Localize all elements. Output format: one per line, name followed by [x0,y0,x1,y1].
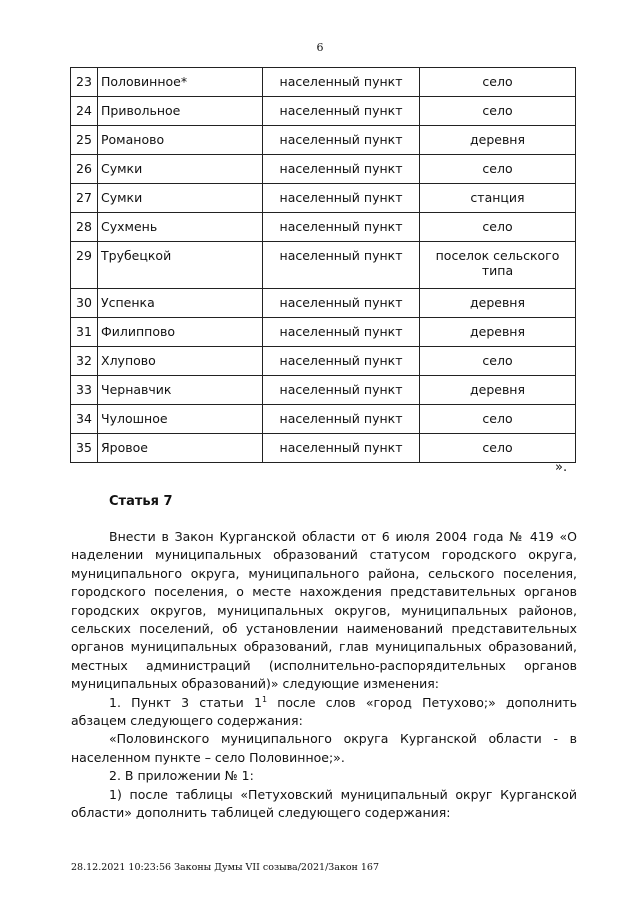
table-row [71,318,576,347]
settlement-kind: населенный пункт [263,155,420,184]
settlement-name: Филиппово [98,318,263,347]
table-row [71,289,576,318]
settlement-name: Чернавчик [98,376,263,405]
table-row [71,434,576,463]
row-number: 29 [71,242,98,289]
row-number: 28 [71,213,98,242]
settlement-name: Сумки [98,184,263,213]
table-row [71,347,576,376]
settlement-name: Привольное [98,97,263,126]
settlement-kind: населенный пункт [263,434,420,463]
settlement-type: село [420,213,576,242]
table-row [71,155,576,184]
intro-paragraph: Внести в Закон Курганской области от 6 июля 2004 года № 419 «О наделении муниципальных образований статусом городского округа, муниципального округа, муниципального района, сельского поселения, городского поселения, о месте нахождения представительных органов городских округов, муниципальных округов, муниципальных районов, сельских поселений, об установлении наименований представительных органов муниципальных образований, глав муниципальных образований, местных администраций (исполнительно-распорядительных органов муниципальных образований)» следующие изменения: [71,529,577,692]
settlement-type: село [420,347,576,376]
row-number: 30 [71,289,98,318]
settlements-table-body [71,68,576,463]
row-number: 27 [71,184,98,213]
table-row [71,97,576,126]
row-number: 35 [71,434,98,463]
table-row [71,184,576,213]
settlement-type: село [420,405,576,434]
table-row [71,405,576,434]
table-row [71,213,576,242]
article-body [71,528,577,823]
settlement-name: Яровое [98,434,263,463]
settlement-name: Чулошное [98,405,263,434]
item-1-rest: после слов «город Петухово;» дополнить абзацем следующего содержания: [71,694,577,729]
page-number: 6 [316,41,324,54]
row-number: 26 [71,155,98,184]
settlement-type: село [420,97,576,126]
table-row [71,126,576,155]
settlement-type: станция [420,184,576,213]
settlements-table [70,67,576,463]
row-number: 23 [71,68,98,97]
settlement-kind: населенный пункт [263,97,420,126]
settlement-name: Половинное* [98,68,263,97]
settlement-type: поселок сельского типа [420,242,576,289]
settlement-kind: населенный пункт [263,405,420,434]
settlement-type: деревня [420,318,576,347]
settlement-kind: населенный пункт [263,184,420,213]
article-heading: Статья 7 [109,494,173,509]
settlement-kind: населенный пункт [263,242,420,289]
row-number: 31 [71,318,98,347]
settlement-type: село [420,434,576,463]
settlement-kind: населенный пункт [263,347,420,376]
row-number: 24 [71,97,98,126]
item-1-superscript: 1 [261,694,268,704]
settlement-kind: населенный пункт [263,289,420,318]
item-1-paragraph [71,694,577,731]
table-row [71,68,576,97]
settlement-kind: населенный пункт [263,126,420,155]
settlement-name: Сумки [98,155,263,184]
item-2-paragraph: 2. В приложении № 1: [109,768,254,784]
settlement-name: Сухмень [98,213,263,242]
item-1-lead: 1. Пункт 3 статьи 1 [109,694,262,710]
item-2-1-paragraph: 1) после таблицы «Петуховский муниципальный округ Курганской области» дополнить таблицей следующего содержания: [71,786,577,821]
settlement-kind: населенный пункт [263,376,420,405]
settlement-kind: населенный пункт [263,213,420,242]
settlement-type: деревня [420,376,576,405]
table-row [71,242,576,289]
row-number: 33 [71,376,98,405]
closing-quote: ». [555,460,568,475]
settlement-type: село [420,155,576,184]
row-number: 32 [71,347,98,376]
footer-stamp: 28.12.2021 10:23:56 Законы Думы VII созыва/2021/Закон 167 [71,862,380,873]
settlement-type: деревня [420,126,576,155]
row-number: 25 [71,126,98,155]
settlement-name: Успенка [98,289,263,318]
settlement-type: деревня [420,289,576,318]
quote-paragraph: «Половинского муниципального округа Курганской области - в населенном пункте – село Половинное;». [71,731,577,765]
row-number: 34 [71,405,98,434]
table-row [71,376,576,405]
settlement-name: Трубецкой [98,242,263,289]
settlement-kind: населенный пункт [263,318,420,347]
settlement-name: Романово [98,126,263,155]
settlement-name: Хлупово [98,347,263,376]
settlement-type: село [420,68,576,97]
settlement-kind: населенный пункт [263,68,420,97]
